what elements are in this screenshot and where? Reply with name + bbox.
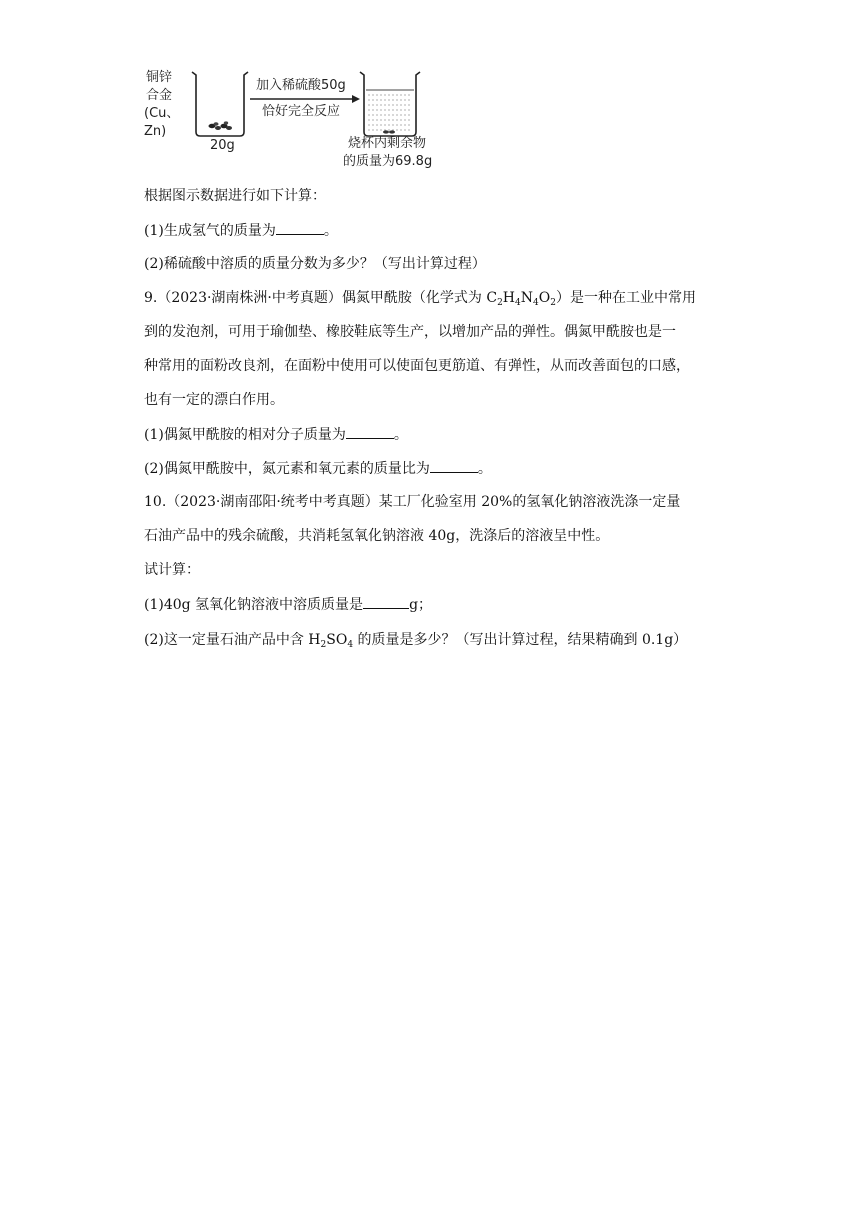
q9-line1 [144, 288, 696, 308]
formula-sub: 4 [533, 298, 539, 308]
q9-part1-end: 。 [393, 427, 408, 443]
alloy-label-4: Zn) [144, 124, 167, 139]
answer-blank[interactable] [346, 424, 394, 439]
q9-line4: 也有一定的漂白作用。 [144, 392, 284, 408]
remain-label-1: 烧杯内剩余物 [348, 136, 427, 151]
q9-line1-text: 9.（2023·湖南株洲·中考真题）偶氮甲酰胺（化学式为 C [144, 290, 498, 306]
left-beaker-icon [192, 72, 248, 136]
formula-sub: 4 [347, 640, 354, 650]
q9-part2-end: 。 [477, 461, 492, 477]
q10-part2-text: (2)这一定量石油产品中含 H [144, 632, 321, 648]
q9-line1-end: ）是一种在工业中常用 [555, 290, 696, 306]
answer-blank[interactable] [276, 220, 324, 235]
q10-try: 试计算： [144, 562, 200, 578]
q9-part2-text: (2)偶氮甲酰胺中，氮元素和氧元素的质量比为 [144, 461, 430, 477]
formula-n: N [520, 290, 533, 306]
q8-part1 [144, 220, 338, 241]
q8-part2: (2)稀硫酸中溶质的质量分数为多少？（写出计算过程） [144, 256, 486, 272]
q9-part2 [144, 458, 492, 479]
right-beaker-icon [360, 72, 420, 136]
alloy-label-3: (Cu、 [144, 106, 180, 121]
liquid-icon [366, 90, 414, 130]
q9-part1 [144, 424, 408, 445]
q10-line2: 石油产品中的残余硫酸，共消耗氢氧化钠溶液 40g，洗涤后的溶液呈中性。 [144, 528, 610, 544]
formula-sub: 2 [320, 640, 327, 650]
arrow-bottom-label: 恰好完全反应 [262, 104, 341, 119]
q10-line1: 10.（2023·湖南邵阳·统考中考真题）某工厂化验室用 20%的氢氧化钠溶液洗涤一定量 [144, 494, 681, 510]
formula-sub: 4 [515, 298, 521, 308]
formula-sub: 2 [550, 298, 556, 308]
remain-label-2: 的质量为69.8g [343, 154, 433, 169]
q8-part1-text: (1)生成氢气的质量为 [144, 223, 276, 239]
alloy-label-2: 合金 [146, 88, 173, 103]
q10-part1-text: (1)40g 氢氧化钠溶液中溶质质量是 [144, 597, 364, 613]
arrow-icon [250, 95, 360, 103]
q10-part1 [144, 594, 432, 615]
alloy-pieces-icon [209, 121, 233, 130]
formula-so: SO [326, 632, 348, 648]
q10-part2 [144, 630, 687, 650]
q9-part1-text: (1)偶氮甲酰胺的相对分子质量为 [144, 427, 346, 443]
formula-o: O [538, 290, 551, 306]
arrow-top-label: 加入稀硫酸50g [256, 78, 346, 93]
answer-blank[interactable] [363, 594, 409, 609]
q9-line3: 种常用的面粉改良剂，在面粉中使用可以使面包更筋道、有弹性，从而改善面包的口感， [144, 358, 690, 374]
q10-part1-end: g； [409, 597, 433, 613]
q8-intro: 根据图示数据进行如下计算： [144, 188, 326, 204]
q8-part1-end: 。 [323, 223, 338, 239]
formula-sub: 2 [497, 298, 503, 308]
reaction-diagram [140, 64, 460, 174]
alloy-label-1: 铜锌 [146, 70, 173, 85]
formula-h: H [502, 290, 516, 306]
q10-part2-end: 的质量是多少？（写出计算过程，结果精确到 0.1g） [353, 632, 688, 648]
q9-line2: 到的发泡剂，可用于瑜伽垫、橡胶鞋底等生产，以增加产品的弹性。偶氮甲酰胺也是一 [144, 324, 676, 340]
alloy-mass-label: 20g [210, 138, 235, 153]
answer-blank[interactable] [430, 458, 478, 473]
